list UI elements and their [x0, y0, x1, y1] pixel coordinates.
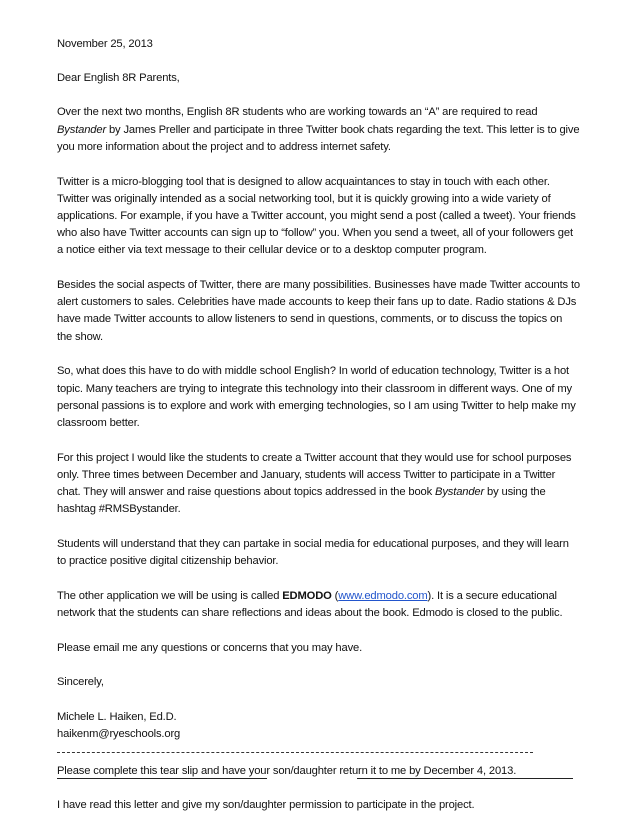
paragraph-assignment-text-b: by James Preller and participate in three Twitter book chats regarding the text. This letter is to give you more information about the project and to address internet safety. — [57, 123, 580, 153]
letter-date: November 25, 2013 — [57, 38, 153, 50]
paragraph-edmodo-text-b: ( — [331, 589, 339, 602]
tear-line — [57, 752, 533, 753]
book-title: Bystander — [435, 486, 485, 499]
paragraph-project-text-b: by using the hashtag #RMSBystander. — [57, 486, 546, 516]
paragraph-assignment-text-a: Over the next two months, English 8R students who are working towards an “A” are required to read — [57, 106, 538, 119]
paragraph-education-technology: So, what does this have to do with middle school English? In world of education technology, Twitter is a hot topic. Many teachers are trying to integrate this technology into their classroom in different ways. One of my personal passions is to explore and work with emerging technologies, so I am using Twitter to help make my classroom better. — [57, 365, 576, 429]
paragraph-contact: Please email me any questions or concerns that you may have. — [57, 641, 363, 654]
tearslip-instruction: Please complete this tear slip and have your son/daughter return it to me by December 4, 2013. — [57, 764, 517, 777]
paragraph-edmodo-text-a: The other application we will be using is called — [57, 589, 283, 602]
signature-line-right[interactable] — [357, 778, 573, 779]
signer-email: haikenm@ryeschools.org — [57, 728, 181, 741]
letter-closing: Sincerely, — [57, 676, 104, 689]
paragraph-project-text-a: For this project I would like the students to create a Twitter account that they would use for school purposes only. Three times between December and January, students will access Twitter to participate in a Twitter chat. They will answer and raise questions about topics addressed in the book — [57, 451, 572, 499]
paragraph-project-details — [57, 450, 580, 519]
book-title: Bystander — [57, 123, 107, 136]
paragraph-twitter-uses: Besides the social aspects of Twitter, there are many possibilities. Businesses have made Twitter accounts to alert customers to sales. Celebrities have made accounts to keep their fans up to date. Radio stations & DJs have made Twitter accounts to allow listeners to send in questions, comments, or to discuss the topics on the show. — [57, 279, 580, 343]
paragraph-edmodo-text-c: ). It is a secure educational network that the students can share reflections and ideas about the book. Edmodo is closed to the public. — [57, 589, 563, 620]
edmodo-link[interactable]: www.edmodo.com — [338, 589, 428, 602]
letter-greeting: Dear English 8R Parents, — [57, 72, 180, 85]
paragraph-twitter-intro: Twitter is a micro-blogging tool that is designed to allow acquaintances to stay in touch with each other. Twitter was originally intended as a social networking tool, but it is quickly growing into a wide variety of applications. For example, if you have a Twitter account, you might send a post (called a tweet). Your friends who also have Twitter accounts can sign up to “follow” you. When you send a tweet, all of your followers get a notice either via text message to their cellular device or to a desktop computer program. — [57, 175, 576, 257]
edmodo-name: EDMODO — [282, 589, 332, 602]
paragraph-digital-citizenship: Students will understand that they can partake in social media for educational purposes, and they will learn to practice positive digital citizenship behavior. — [57, 537, 569, 568]
paragraph-edmodo — [57, 588, 580, 622]
signer-name: Michele L. Haiken, Ed.D. — [57, 711, 177, 724]
paragraph-assignment — [57, 104, 580, 156]
tearslip-permission: I have read this letter and give my son/daughter permission to participate in the project. — [57, 799, 475, 812]
signature-line-left[interactable] — [57, 778, 267, 779]
signature-lines — [57, 778, 573, 780]
